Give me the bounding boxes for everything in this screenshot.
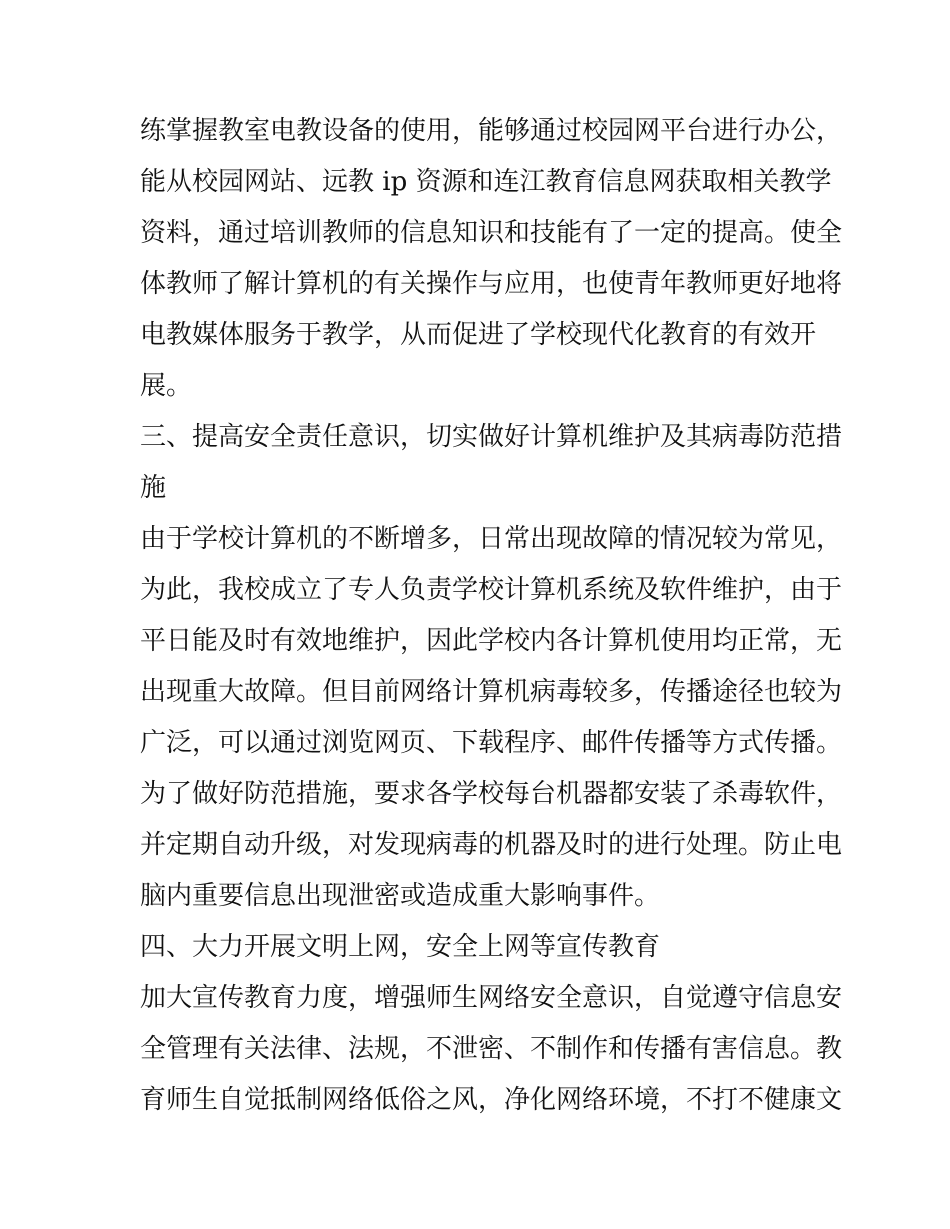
text-line: 为了做好防范措施，要求各学校每台机器都安装了杀毒软件，: [140, 779, 843, 809]
body-text: [140, 106, 843, 1126]
text-line: 练掌握教室电教设备的使用，能够通过校园网平台进行办公，: [140, 116, 843, 146]
section-heading-3: 三、提高安全责任意识，切实做好计算机维护及其病毒防范措: [140, 422, 843, 452]
text-line: 电教媒体服务于教学，从而促进了学校现代化教育的有效开: [140, 320, 817, 350]
text-line: 平日能及时有效地维护，因此学校内各计算机使用均正常，无: [140, 626, 843, 656]
text-line: 展。: [140, 371, 193, 401]
section-heading-3-continued: 施: [140, 473, 167, 503]
text-line: 并定期自动升级，对发现病毒的机器及时的进行处理。防止电: [140, 830, 843, 860]
text-line: 能从校园网站、远教 ip 资源和连江教育信息网获取相关教学: [140, 167, 832, 197]
text-line: 育师生自觉抵制网络低俗之风，净化网络环境，不打不健康文: [140, 1085, 843, 1115]
text-line: 为此，我校成立了专人负责学校计算机系统及软件维护，由于: [140, 575, 843, 605]
text-line: 体教师了解计算机的有关操作与应用，也使青年教师更好地将: [140, 269, 843, 299]
text-line: 加大宣传教育力度，增强师生网络安全意识，自觉遵守信息安: [140, 983, 843, 1013]
text-line: 广泛，可以通过浏览网页、下载程序、邮件传播等方式传播。: [140, 728, 843, 758]
text-line: 全管理有关法律、法规，不泄密、不制作和传播有害信息。教: [140, 1034, 843, 1064]
text-line: 由于学校计算机的不断增多，日常出现故障的情况较为常见，: [140, 524, 843, 554]
text-line: 资料，通过培训教师的信息知识和技能有了一定的提高。使全: [140, 218, 843, 248]
text-line: 出现重大故障。但目前网络计算机病毒较多，传播途径也较为: [140, 677, 843, 707]
text-line: 脑内重要信息出现泄密或造成重大影响事件。: [140, 881, 661, 911]
section-heading-4: 四、大力开展文明上网，安全上网等宣传教育: [140, 932, 661, 962]
